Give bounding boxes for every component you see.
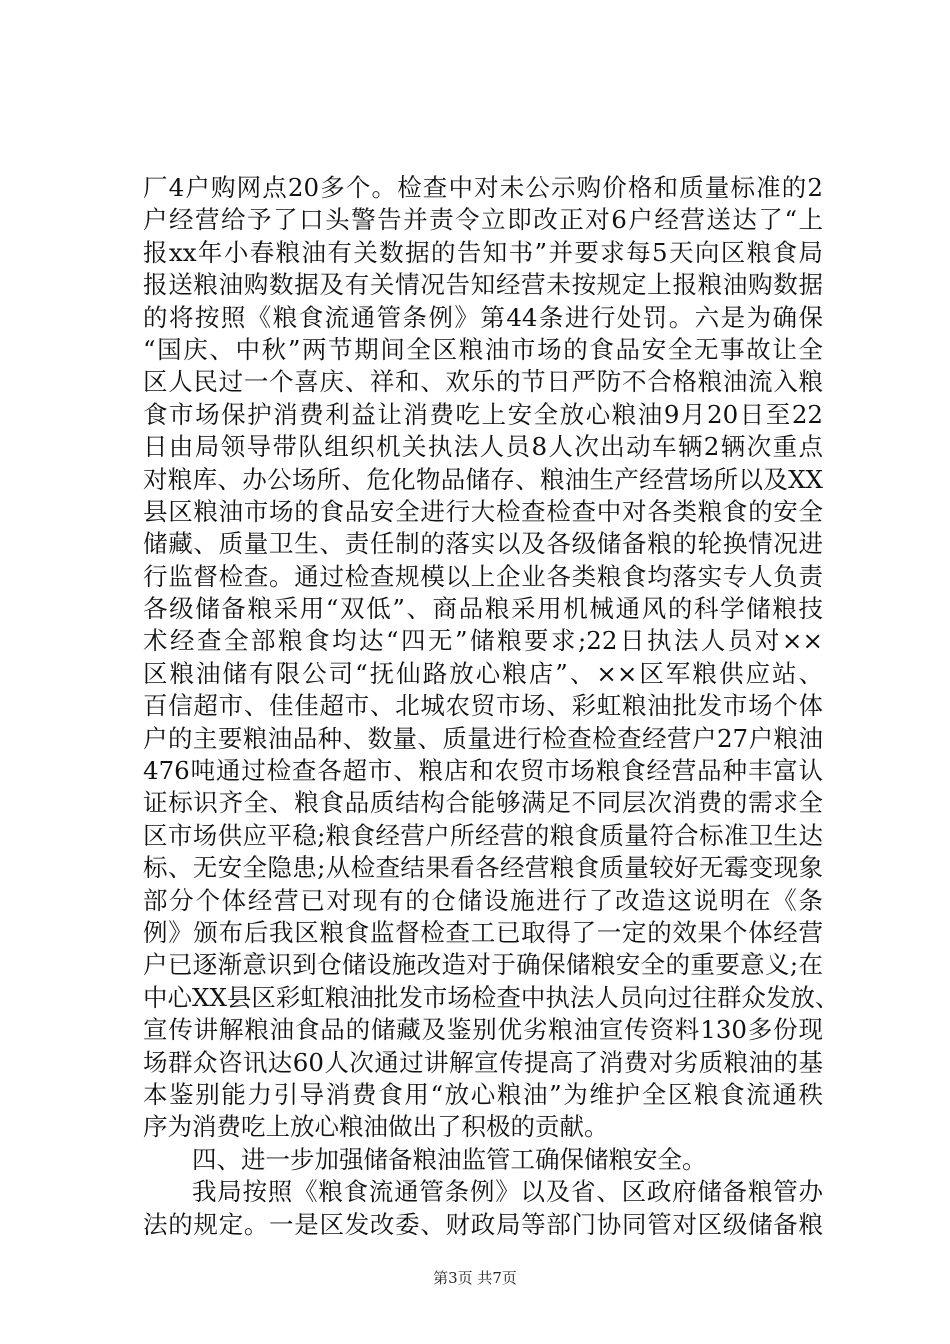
- text-line: 日由局领导带队组织机关执法人员8人次出动车辆2辆次重点: [143, 432, 823, 462]
- text-line: 户已逐渐意识到仓储设施改造对于确保储粮安全的重要意义;在: [143, 950, 823, 980]
- text-line: 中心XX县区彩虹粮油批发市场检查中执法人员向过往群众发放、: [143, 982, 840, 1012]
- text-line: 县区粮油市场的食品安全进行大检查检查中对各类粮食的安全: [143, 496, 823, 526]
- text-line: “国庆、中秋”两节期间全区粮油市场的食品安全无事故让全: [143, 334, 823, 364]
- paragraph-end-line: 序为消费吃上放心粮油做出了积极的贡献。: [143, 1112, 609, 1142]
- text-line: 标、无安全隐患;从检查结果看各经营粮食质量较好无霉变现象: [143, 853, 823, 883]
- text-line: 户经营给予了口头警告并责令立即改正对6户经营送达了“上: [143, 205, 823, 235]
- text-line: 476吨通过检查各超市、粮店和农贸市场粮食经营品种丰富认: [143, 756, 823, 786]
- text-line: 行监督检查。通过检查规模以上企业各类粮食均落实专人负责: [143, 561, 823, 591]
- text-line: 各级储备粮采用“双低”、商品粮采用机械通风的科学储粮技: [143, 594, 823, 624]
- text-line: 例》颁布后我区粮食监督检查工已取得了一定的效果个体经营: [143, 917, 823, 947]
- text-line: 的将按照《粮食流通管条例》第44条进行处罚。六是为确保: [143, 302, 823, 332]
- text-line: 术经查全部粮食均达“四无”储粮要求;22日执法人员对××: [143, 626, 823, 656]
- text-line: 厂4户购网点20多个。检查中对未公示购价格和质量标准的2: [143, 173, 823, 202]
- text-line: 场群众咨讯达60人次通过讲解宣传提高了消费对劣质粮油的基: [143, 1047, 823, 1077]
- text-line: 证标识齐全、粮食品质结构合能够满足不同层次消费的需求全: [143, 788, 823, 818]
- text-line: 对粮库、办公场所、危化物品储存、粮油生产经营场所以及XX: [143, 464, 823, 494]
- body-text: [143, 172, 840, 1241]
- page-number-footer: 第3页 共7页: [433, 1269, 517, 1287]
- text-line: 部分个体经营已对现有的仓储设施进行了改造这说明在《条: [143, 885, 823, 915]
- text-line: 百信超市、佳佳超市、北城农贸市场、彩虹粮油批发市场个体: [143, 691, 823, 721]
- text-line: 本鉴别能力引导消费食用“放心粮油”为维护全区粮食流通秩: [143, 1079, 823, 1109]
- text-line: 报xx年小春粮油有关数据的告知书”并要求每5天向区粮食局: [143, 237, 823, 267]
- text-line: 报送粮油购数据及有关情况告知经营未按规定上报粮油购数据: [143, 270, 823, 300]
- text-line: 区市场供应平稳;粮食经营户所经营的粮食质量符合标准卫生达: [143, 820, 823, 850]
- section-heading: 四、进一步加强储备粮油监管工确保储粮安全。: [192, 1144, 707, 1174]
- text-line: 区人民过一个喜庆、祥和、欢乐的节日严防不合格粮油流入粮: [143, 367, 823, 397]
- text-line: 食市场保护消费利益让消费吃上安全放心粮油9月20日至22: [143, 399, 823, 429]
- text-line: 法的规定。一是区发改委、财政局等部门协同管对区级储备粮: [143, 1209, 823, 1239]
- text-line: 储藏、质量卫生、责任制的落实以及各级储备粮的轮换情况进: [143, 529, 823, 559]
- text-line: 宣传讲解粮油食品的储藏及鉴别优劣粮油宣传资料130多份现: [143, 1015, 823, 1045]
- text-line: 区粮油储有限公司“抚仙路放心粮店”、××区军粮供应站、: [143, 658, 823, 688]
- text-line: 户的主要粮油品种、数量、质量进行检查检查经营户27户粮油: [143, 723, 823, 753]
- text-line: 我局按照《粮食流通管条例》以及省、区政府储备粮管办: [192, 1177, 823, 1207]
